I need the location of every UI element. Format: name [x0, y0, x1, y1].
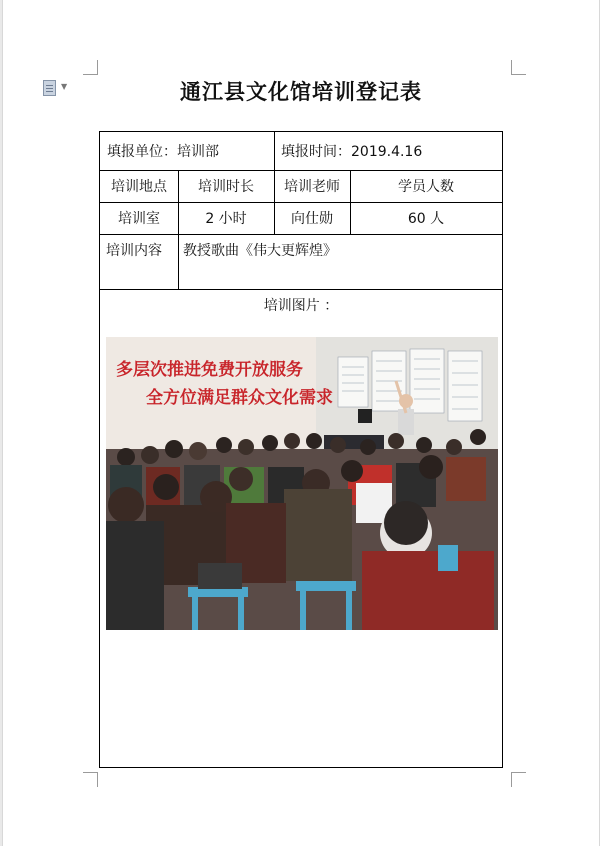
header-duration: 培训时长 — [198, 179, 254, 195]
training-photo — [106, 337, 498, 630]
value-teacher: 向仕勋 — [291, 211, 333, 227]
document-icon[interactable] — [43, 80, 71, 96]
reporting-time: 填报时间：2019.4.16 — [281, 144, 423, 160]
chevron-down-icon: ▼ — [61, 82, 68, 91]
margin-mark-top-left — [83, 60, 98, 75]
document-page — [2, 0, 600, 846]
page-sheet-icon — [43, 80, 56, 96]
header-location: 培训地点 — [111, 179, 167, 195]
content-label: 培训内容 — [106, 243, 162, 259]
value-duration: 2 小时 — [205, 211, 247, 227]
document-title: 通江县文化馆培训登记表 — [180, 79, 422, 104]
margin-mark-bottom-left — [83, 772, 98, 787]
banner-line-2: 全方位满足群众文化需求 — [146, 388, 333, 408]
photo-label: 培训图片 ： — [263, 298, 339, 314]
margin-mark-bottom-right — [511, 772, 526, 787]
margin-mark-top-right — [511, 60, 526, 75]
banner-line-1: 多层次推进免费开放服务 — [116, 360, 303, 380]
value-student-count: 60 人 — [407, 211, 445, 227]
content-value: 教授歌曲《伟大更辉煌》 — [183, 243, 337, 259]
value-location: 培训室 — [118, 211, 160, 227]
header-student-count: 学员人数 — [398, 179, 454, 195]
reporting-unit: 填报单位：培训部 — [107, 144, 219, 160]
header-teacher: 培训老师 — [284, 179, 340, 195]
registration-form-table — [99, 131, 503, 768]
